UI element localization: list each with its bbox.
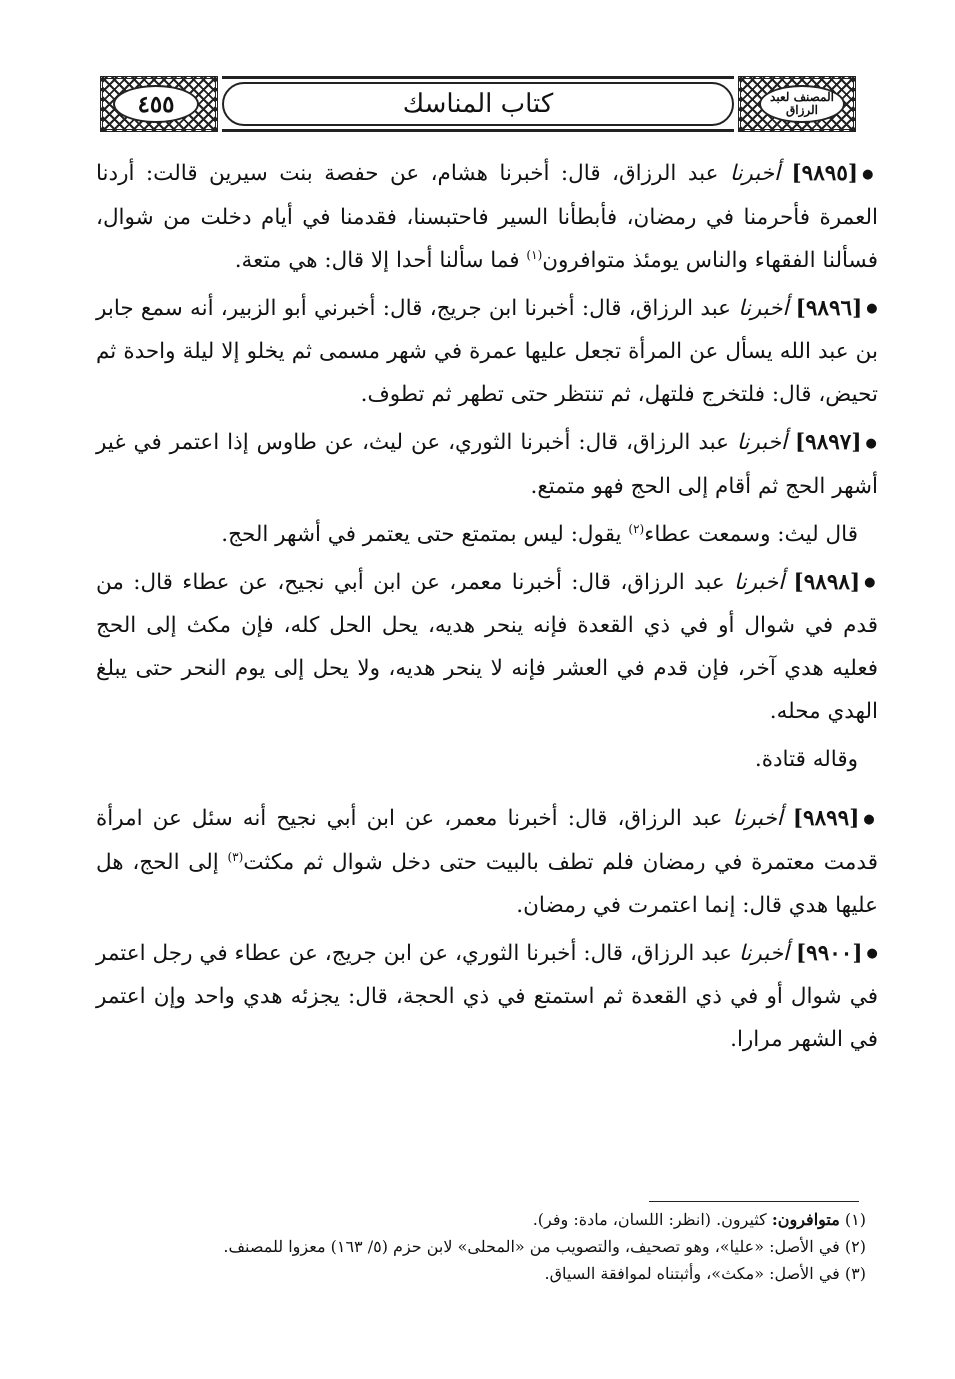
hadith-entry-9896 bbox=[96, 287, 878, 417]
footnotes bbox=[96, 1206, 866, 1287]
footnote-term: متوافرون: bbox=[771, 1210, 840, 1229]
footnote-ref[interactable]: (١) bbox=[526, 247, 543, 262]
footnote-ref[interactable]: (٣) bbox=[227, 849, 244, 864]
narration-formula: أخبرنا bbox=[736, 430, 788, 455]
hadith-number: [٩٨٩٨] bbox=[793, 569, 861, 595]
narration-formula: أخبرنا bbox=[738, 940, 790, 966]
footnote-number: (١) bbox=[844, 1210, 866, 1229]
bullet-icon: ● bbox=[866, 301, 879, 316]
hadith-number: [٩٨٩٧] bbox=[794, 430, 862, 455]
footnote-ref[interactable]: (٢) bbox=[628, 521, 645, 536]
hadith-text: عبد الرزاق، قال: أخبرنا معمر، عن ابن أبي نجيح أنه سئل عن امرأة قدمت معتمرة في رمضان فلم تطف بالبيت حتى دخل شوال ثم مكثت bbox=[96, 806, 878, 875]
narrator-note bbox=[96, 513, 878, 556]
footnote-2 bbox=[96, 1233, 866, 1260]
bullet-icon: ● bbox=[866, 946, 878, 961]
footnote-number: (٣) bbox=[844, 1264, 866, 1283]
hadith-text: عبد الرزاق، قال: أخبرنا الثوري، عن ليث، عن طاوس إذا اعتمر في غير أشهر الحج ثم أقام إلى الحج فهو متمتع. bbox=[96, 430, 878, 499]
page-header bbox=[100, 74, 856, 134]
hadith-entry-9899 bbox=[96, 797, 878, 927]
page-number: ٤٥٥ bbox=[113, 85, 199, 123]
hadith-text: عبد الرزاق، قال: أخبرنا معمر، عن ابن أبي نجيح، عن عطاء قال: من قدم في شوال أو في ذي القعدة فإنه ينحر هديه، يحل الحل كله، فإن مكث إلى الحج فعليه هدي آخر، فإن قدم في العشر فإنه لا ينحر هديه، ولا يحل إلى يوم النحر حتى يبلغ الهدي محله. bbox=[96, 569, 878, 724]
book-title: كتاب المناسك bbox=[222, 82, 734, 126]
main-text bbox=[96, 152, 878, 1066]
hadith-text: عبد الرزاق، قال: أخبرنا ابن جريج، قال: أخبرني أبو الزبير، أنه سمع جابر بن عبد الله يسأل عن المرأة تجعل عليها عمرة في شهر مسمى ثم يخلو إلا ليلة واحدة ثم تحيض، قال: فلتخرج فلتهل، ثم تنتظر حتى تطهر ثم تطوف. bbox=[96, 295, 878, 407]
bullet-icon: ● bbox=[862, 166, 878, 182]
emblem-logo: المصنف لعبد الرزاق bbox=[759, 85, 845, 123]
hadith-number: [٩٨٩٥] bbox=[791, 161, 859, 186]
hadith-entry-9900 bbox=[96, 932, 878, 1062]
hadith-entry-9895 bbox=[96, 152, 878, 282]
footnote-text: في الأصل: «مكث»، وأثبتناه لموافقة السياق. bbox=[544, 1264, 840, 1283]
narrator-note bbox=[96, 738, 878, 781]
hadith-number: [٩٨٩٦] bbox=[795, 295, 863, 321]
footnote-divider bbox=[649, 1201, 859, 1202]
footnote-number: (٢) bbox=[844, 1237, 866, 1256]
bullet-icon: ● bbox=[863, 811, 878, 827]
hadith-text-cont: إلى الحج، هل عليها هدي قال: إنما اعتمرت في رمضان. bbox=[96, 849, 878, 918]
footnote-text: كثيرون. (انظر: اللسان، مادة: وفر). bbox=[532, 1210, 767, 1229]
footnote-3 bbox=[96, 1260, 866, 1287]
title-band bbox=[222, 76, 734, 132]
note-text: قال ليث: وسمعت عطاء bbox=[644, 521, 858, 547]
note-text: وقاله قتادة. bbox=[754, 747, 858, 772]
emblem-ornament bbox=[738, 76, 856, 132]
narration-formula: أخبرنا bbox=[729, 161, 781, 186]
hadith-text: عبد الرزاق، قال: أخبرنا الثوري، عن ابن جريج، عن عطاء في رجل اعتمر في شوال أو في ذي القعدة ثم استمتع في ذي الحجة، قال: يجزئه هدي واحد وإن اعتمر في الشهر مرارا. bbox=[96, 940, 878, 1052]
narration-formula: أخبرنا bbox=[732, 806, 783, 831]
hadith-entry-9897 bbox=[96, 421, 878, 508]
page-number-ornament bbox=[100, 76, 218, 132]
hadith-text: عبد الرزاق، قال: أخبرنا هشام، عن حفصة بنت سيرين قالت: أردنا العمرة فأحرمنا في رمضان، فأبطأنا السير فاحتبسنا، فقدمنا في أيام دخلت من شوال، فسألنا الفقهاء والناس يومئذ متوافرون bbox=[96, 161, 878, 273]
footnote-text: في الأصل: «عليا»، وهو تصحيف، والتصويب من «المحلى» لابن حزم (٥/ ١٦٣) معزوا للمصنف. bbox=[223, 1237, 840, 1256]
footnote-1 bbox=[96, 1206, 866, 1233]
hadith-number: [٩٩٠٠] bbox=[795, 940, 863, 966]
narration-formula: أخبرنا bbox=[738, 295, 789, 321]
hadith-text-cont: فما سألنا أحدا إلا قال: هي متعة. bbox=[234, 247, 520, 273]
narration-formula: أخبرنا bbox=[734, 569, 785, 595]
hadith-entry-9898 bbox=[96, 561, 878, 734]
hadith-number: [٩٨٩٩] bbox=[792, 806, 860, 831]
bullet-icon: ● bbox=[865, 435, 878, 451]
bullet-icon: ● bbox=[864, 575, 878, 590]
note-text-cont: يقول: ليس بمتمتع حتى يعتمر في أشهر الحج. bbox=[221, 521, 622, 547]
